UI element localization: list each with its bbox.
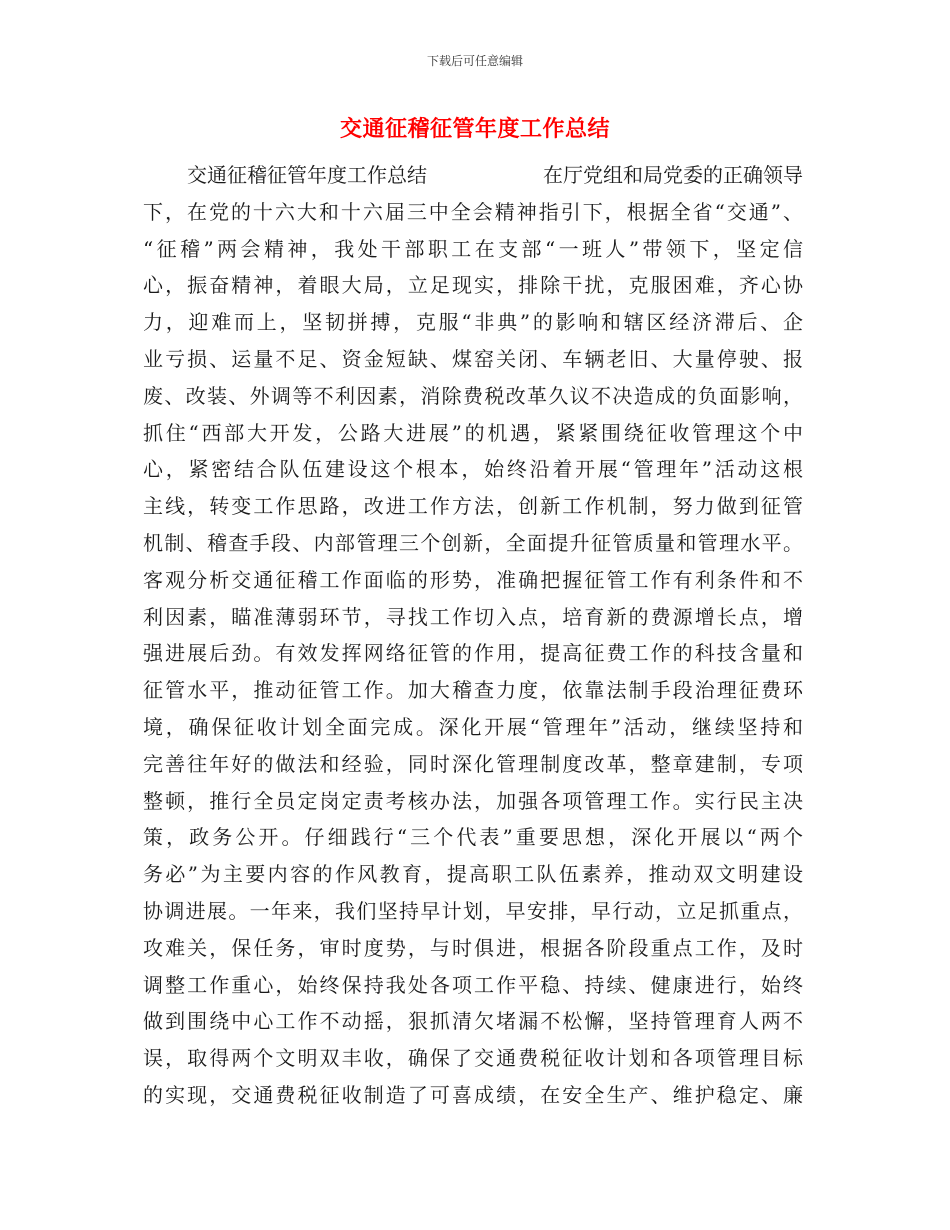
body-line xyxy=(143,1040,806,1077)
body-line xyxy=(143,304,806,341)
body-line-text: 客观分析交通征稽工作面临的形势，准确把握征管工作有利条件和不 xyxy=(143,567,806,592)
body-line xyxy=(143,525,803,562)
body-line xyxy=(143,415,806,452)
body-line xyxy=(143,856,806,893)
body-line-text: 下，在党的十六大和十六届三中全会精神指引下，根据全省“交通”、 xyxy=(143,199,805,224)
body-line xyxy=(143,341,806,378)
body-line xyxy=(143,1003,806,1040)
body-line xyxy=(143,1077,806,1114)
body-line xyxy=(143,967,806,1004)
body-line-text: “征稽”两会精神，我处干部职工在支部“一班人”带领下，坚定信 xyxy=(143,236,807,261)
body-line-text: 的实现，交通费税征收制造了可喜成绩，在安全生产、维护稳定、廉 xyxy=(143,1082,806,1107)
body-line xyxy=(143,635,806,672)
body-line-text: 完善往年好的做法和经验，同时深化管理制度改革，整章建制，专项 xyxy=(143,751,806,776)
body-line-text: 业亏损、运量不足、资金短缺、煤窑关闭、车辆老旧、大量停驶、报 xyxy=(143,346,806,371)
document-body xyxy=(143,157,807,1114)
body-line xyxy=(143,746,806,783)
body-line-text: 利因素，瞄准薄弱环节，寻找工作切入点，培育新的费源增长点，增 xyxy=(143,604,806,629)
body-line xyxy=(143,709,806,746)
body-line-text: 抓住“西部大开发，公路大进展”的机遇，紧紧围绕征收管理这个中 xyxy=(143,420,806,445)
body-line xyxy=(143,562,806,599)
body-line-text: 误，取得两个文明双丰收，确保了交通费税征收计划和各项管理目标 xyxy=(143,1046,806,1071)
body-line xyxy=(143,930,806,967)
page-header: 下载后可任意编辑 xyxy=(426,54,523,68)
body-line xyxy=(143,893,803,930)
body-line-text: 征管水平，推动征管工作。加大稽查力度，依靠法制手段治理征费环 xyxy=(143,678,806,703)
body-line-text: 机制、稽查手段、内部管理三个创新，全面提升征管质量和管理水平。 xyxy=(143,530,805,555)
body-line-text: 调整工作重心，始终保持我处各项工作平稳、持续、健康进行，始终 xyxy=(143,972,806,997)
body-line-text: 整顿，推行全员定岗定责考核办法，加强各项管理工作。实行民主决 xyxy=(143,788,806,813)
body-line-text: 在厅党组和局党委的正确领导 xyxy=(543,163,803,187)
body-line-text: 务必”为主要内容的作风教育，提高职工队伍素养，推动双文明建设 xyxy=(143,862,806,887)
body-line-text: 策，政务公开。仔细践行“三个代表”重要思想，深化开展以“两个 xyxy=(143,825,807,850)
body-line-text: 强进展后劲。有效发挥网络征管的作用，提高征费工作的科技含量和 xyxy=(143,641,806,666)
body-line xyxy=(143,231,807,268)
body-line xyxy=(143,378,803,415)
document-title: 交通征稽征管年度工作总结 xyxy=(339,117,610,142)
body-line-text: 心，紧密结合队伍建设这个根本，始终沿着开展“管理年”活动这根 xyxy=(143,457,806,482)
body-line-text: 力，迎难而上，坚韧拼搏，克服“非典”的影响和辖区经济滞后、企 xyxy=(143,310,806,335)
body-line-text: 交通征稽征管年度工作总结 xyxy=(187,163,427,187)
body-line xyxy=(143,783,806,820)
body-line xyxy=(143,672,806,709)
body-line-text: 做到围绕中心工作不动摇，狠抓清欠堵漏不松懈，坚持管理育人两不 xyxy=(143,1009,806,1034)
body-line-text: 攻难关，保任务，审时度势，与时俱进，根据各阶段重点工作，及时 xyxy=(143,935,806,960)
body-line-text: 协调进展。一年来，我们坚持早计划，早安排，早行动，立足抓重点， xyxy=(143,898,805,923)
body-line xyxy=(143,819,807,856)
body-line-text: 主线，转变工作思路，改进工作方法，创新工作机制，努力做到征管 xyxy=(143,494,806,519)
body-line-text: 废、改装、外调等不利因素，消除费税改革久议不决造成的负面影响， xyxy=(143,383,805,408)
body-line-text: 心，振奋精神，着眼大局，立足现实，排除干扰，克服困难，齐心协 xyxy=(143,273,806,298)
body-line-text: 境，确保征收计划全面完成。深化开展“管理年”活动，继续坚持和 xyxy=(143,714,806,739)
body-line xyxy=(143,194,803,231)
body-line xyxy=(143,451,806,488)
body-line xyxy=(143,157,803,194)
body-line xyxy=(143,267,806,304)
body-line xyxy=(143,488,806,525)
body-line xyxy=(143,599,806,636)
